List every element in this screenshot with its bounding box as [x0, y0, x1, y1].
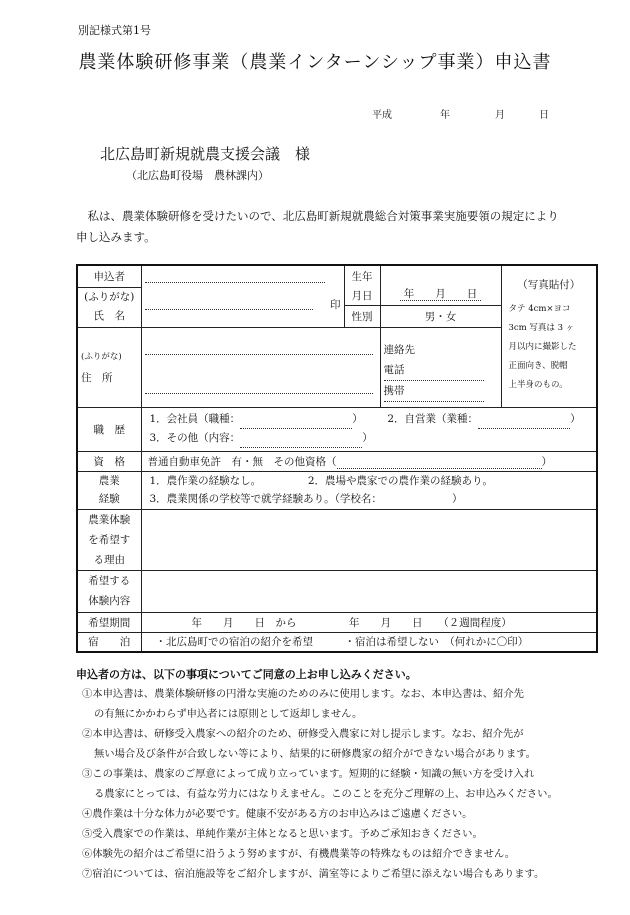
address-label-cell [77, 327, 141, 407]
page-title: 農業体験研修事業（農業インターンシップ事業）申込書 [78, 52, 552, 73]
period-label-cell [77, 612, 141, 632]
birth-label-1: 生年 [351, 271, 373, 283]
date-day: 日 [539, 110, 549, 121]
photo-note-5: 上半身のもの。 [508, 380, 568, 391]
photo-cell [501, 265, 597, 407]
farm-option-3[interactable]: 3．農業関係の学校等で就学経験あり。（学校名： [149, 493, 382, 505]
career-close-1: ） [352, 413, 363, 425]
birth-value-cell[interactable] [380, 265, 501, 305]
career-cell[interactable] [141, 407, 597, 451]
career-close-3: ） [362, 432, 373, 444]
sex-label-cell [344, 305, 380, 327]
career-label: 職 歴 [93, 423, 125, 436]
contact-label: 連絡先 [383, 343, 415, 356]
applicant-label-cell [77, 265, 141, 287]
content-input-cell[interactable] [141, 570, 597, 612]
career-label-cell [77, 407, 141, 451]
note-line: の有無にかかわらず申込者には原則として返却しません。 [94, 708, 363, 720]
farm-option-2[interactable]: 2．農場や農家での農作業の経験あり。 [307, 475, 494, 487]
license-text[interactable]: 普通自動車免許 有・無 その他資格（ [147, 455, 337, 468]
address-input-cell[interactable] [141, 327, 380, 407]
license-cell[interactable] [141, 451, 597, 471]
name-label: 氏 名 [93, 310, 125, 323]
license-label: 資 格 [93, 455, 125, 468]
furigana-label: (ふりがな) [84, 290, 135, 303]
note-line: ①本申込書は、農業体験研修の円滑な実施のためのみに使用します。なお、本申込書は、紹介先 [82, 688, 524, 700]
birth-label-cell-2 [344, 287, 380, 305]
photo-note-4: 正面向き、脱帽 [508, 361, 568, 372]
date-era: 平成 [372, 110, 392, 121]
period-cell[interactable] [141, 612, 597, 632]
content-label-1: 希望する [88, 575, 131, 587]
note-line: ⑥体験先の紹介はご希望に沿うよう努めますが、有機農業等の特殊なものは紹介できません。 [82, 848, 516, 860]
address-label: 住 所 [81, 371, 113, 384]
form-number: 別記様式第1号 [78, 24, 151, 37]
birth-label-cell [344, 265, 380, 287]
note-line: ③この事業は、農家のご厚意によって成り立っています。短期的に経験・知識の無い方を受け入れ [82, 768, 535, 780]
photo-note-2: 3cm 写真は 3 ヶ [508, 323, 575, 334]
career-business-field[interactable] [478, 416, 570, 429]
consent-notes [82, 684, 582, 884]
lodging-value[interactable]: ・北広島町での宿泊の紹介を希望 ・宿泊は希望しない （何れかに〇印） [155, 636, 529, 649]
career-close-2: ） [570, 413, 581, 425]
date-month: 月 [495, 110, 505, 121]
seal-mark: 印 [330, 299, 341, 311]
license-label-cell [77, 451, 141, 471]
farm-cell[interactable] [141, 471, 597, 509]
content-label-cell [77, 570, 141, 612]
period-value[interactable]: 年 月 日 から 年 月 日 （２週間程度） [191, 616, 512, 629]
phone-label: 電話 [383, 363, 405, 376]
intro-text: 私は、農業体験研修を受けたいので、北広島町新規就農総合対策事業実施要領の規定により申し込みます。 [76, 209, 559, 244]
furigana-field[interactable] [145, 270, 325, 283]
phone-field[interactable] [384, 360, 484, 381]
sex-label: 性別 [351, 310, 373, 323]
note-line: ②本申込書は、研修受入農家への紹介のため、研修受入農家に対し提示します。なお、紹介先が [82, 728, 524, 740]
sex-value-cell[interactable] [380, 305, 501, 327]
note-line: る農家にとっては、有益な労力にはなりえません。このことを充分ご理解の上、お申込みください。 [94, 788, 558, 800]
content-label-2: 体験内容 [88, 595, 131, 607]
name-label-cell [77, 305, 141, 327]
date-year: 年 [440, 110, 450, 121]
furigana-label-cell [77, 287, 141, 305]
period-label: 希望期間 [88, 616, 131, 629]
photo-title: （写真貼付） [517, 279, 581, 292]
farm-close: ） [451, 493, 463, 505]
name-field[interactable] [145, 297, 313, 310]
farm-label-1: 農業 [98, 475, 120, 487]
contact-cell [380, 327, 501, 407]
consent-heading: 申込者の方は、以下の事項についてご同意の上お申し込みください。 [76, 668, 417, 681]
career-other-field[interactable] [240, 435, 362, 448]
reason-label-3: る理由 [93, 553, 125, 566]
reason-input-cell[interactable] [141, 509, 597, 570]
career-option-2[interactable]: 2．自営業（業種： [387, 413, 479, 425]
farm-label-cell [77, 471, 141, 509]
birth-label-2: 月日 [351, 290, 373, 303]
lodging-label: 宿 泊 [88, 636, 131, 649]
mobile-field[interactable] [384, 381, 484, 402]
reason-label-1: 農業体験 [88, 513, 131, 526]
address-furigana-field[interactable] [145, 342, 373, 355]
reason-label-2: を希望す [88, 533, 131, 546]
addressee-sub: （北広島町役場 農林課内） [126, 169, 269, 182]
sex-value[interactable]: 男・女 [424, 310, 457, 323]
name-input-cell[interactable] [141, 265, 344, 327]
photo-note-3: 月以内に撮影した [508, 342, 577, 353]
addressee-name: 北広島町新規就農支援会議 様 [100, 145, 311, 163]
reason-label-cell [77, 509, 141, 570]
license-close: ） [541, 455, 552, 468]
note-line: ⑦宿泊については、宿泊施設等をご紹介しますが、満室等によりご希望に添えない場合もあります。 [82, 868, 545, 880]
note-line: 無い場合及び条件が合致しない等により、結果的に研修農家の紹介ができない場合があります。 [94, 748, 536, 760]
license-other-field[interactable] [337, 456, 542, 469]
career-job-field[interactable] [240, 416, 352, 429]
applicant-label: 申込者 [93, 270, 125, 283]
application-table [76, 264, 598, 653]
address-furigana-label: (ふりがな) [81, 351, 122, 362]
lodging-label-cell [77, 632, 141, 652]
farm-label-2: 経験 [98, 493, 120, 505]
note-line: ⑤受入農家での作業は、単純作業が主体となると思います。予めご承知おきください。 [82, 828, 483, 840]
career-option-3[interactable]: 3．その他（内容： [149, 432, 241, 444]
farm-option-1[interactable]: 1．農作業の経験なし。 [149, 475, 262, 487]
career-option-1[interactable]: 1．会社員（職種： [149, 413, 241, 425]
birth-date-field[interactable]: 年 月 日 [400, 288, 482, 301]
address-field[interactable] [145, 381, 373, 394]
lodging-cell[interactable] [141, 632, 597, 652]
note-line: ④農作業は十分な体力が必要です。健康不安がある方のお申込みはご遠慮ください。 [82, 808, 473, 820]
photo-note-1: タテ 4cm×ヨコ [508, 304, 571, 315]
mobile-label: 携帯 [383, 384, 405, 397]
